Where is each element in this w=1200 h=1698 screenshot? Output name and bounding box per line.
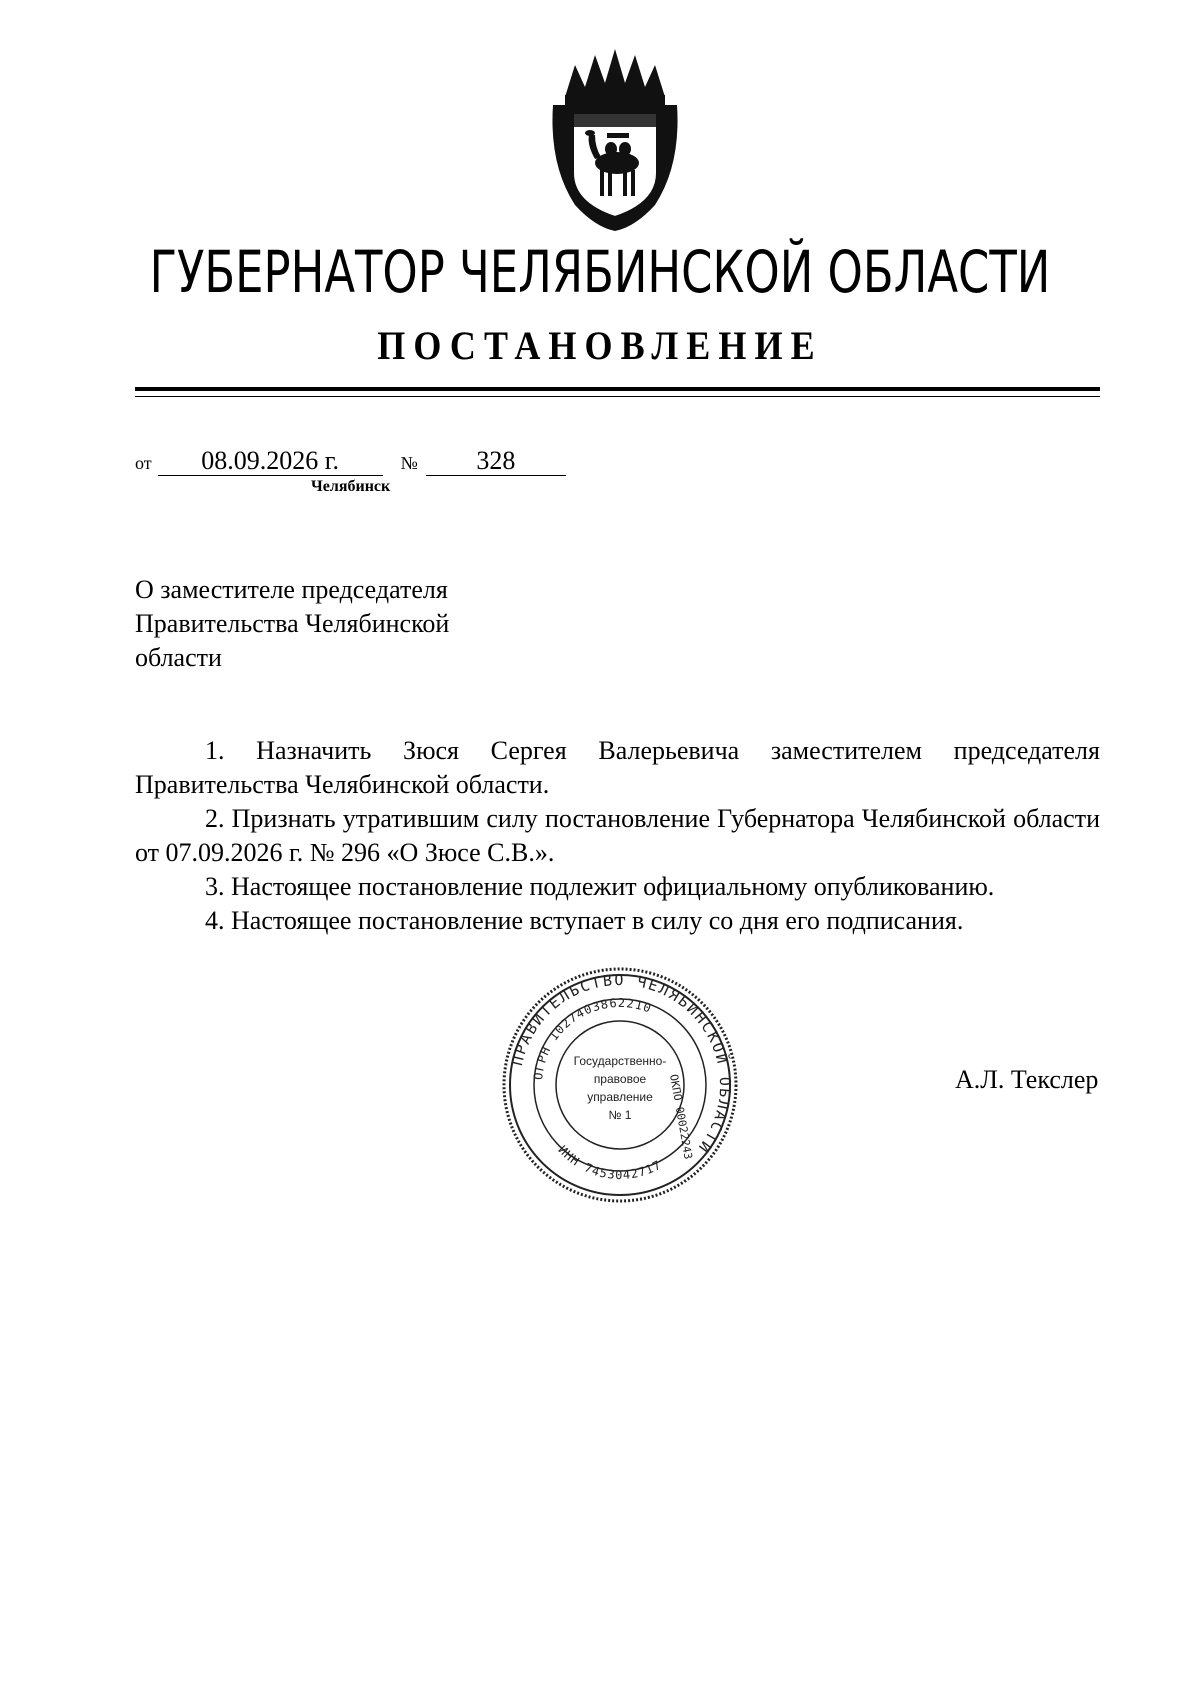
body-item-1: 1. Назначить Зюся Сергея Валерьевича заместителем председателя Правительства Челябинской области. xyxy=(135,736,1100,799)
document-date: 08.09.2026 г. xyxy=(158,447,383,476)
number-label: № xyxy=(400,453,418,473)
stamp-inner-right-text: ОКПО 00022243 xyxy=(667,1073,695,1161)
body-item-4: 4. Настоящее постановление вступает в силу со дня его подписания. xyxy=(205,906,964,935)
date-label: от xyxy=(135,453,152,473)
body-item-3: 3. Настоящее постановление подлежит официальному опубликованию. xyxy=(205,872,995,901)
signer-name: А.Л. Текслер xyxy=(955,1065,1099,1094)
document-subject xyxy=(135,573,555,675)
document-number: 328 xyxy=(426,447,566,476)
stamp-inner-left-text: ОГРН 1027403862210 xyxy=(531,995,654,1081)
header-rule-thick xyxy=(135,387,1100,391)
stamp-outer-ring-text: ПРАВИТЕЛЬСТВО ЧЕЛЯБИНСКОЙ ОБЛАСТИ xyxy=(508,970,735,1158)
stamp-center-line: № 1 xyxy=(608,1108,632,1122)
organization-title: ГУБЕРНАТОР ЧЕЛЯБИНСКОЙ ОБЛАСТИ xyxy=(149,238,1051,306)
chelyabinsk-coat-of-arms-icon xyxy=(545,45,685,235)
document-body xyxy=(135,734,1100,938)
subject-line: Правительства Челябинской xyxy=(135,609,450,638)
stamp-center-line: правовое xyxy=(593,1072,647,1086)
header-rule-thin xyxy=(135,396,1100,397)
document-type: ПОСТАНОВЛЕНИЕ xyxy=(377,323,823,368)
official-seal-stamp xyxy=(500,965,740,1205)
body-item-2: 2. Признать утратившим силу постановление Губернатора Челябинской области от 07.09.2026 г. № 296 «О Зюсе С.В.». xyxy=(135,804,1100,867)
stamp-center-line: Государственно- xyxy=(573,1054,667,1068)
stamp-center-line: управление xyxy=(587,1090,653,1104)
date-number-row xyxy=(135,446,566,476)
stamp-bottom-ring-text: ИНН 7453042717 xyxy=(555,1142,664,1183)
subject-line: области xyxy=(135,643,222,672)
document-city: Челябинск xyxy=(311,478,391,495)
subject-line: О заместителе председателя xyxy=(135,575,448,604)
